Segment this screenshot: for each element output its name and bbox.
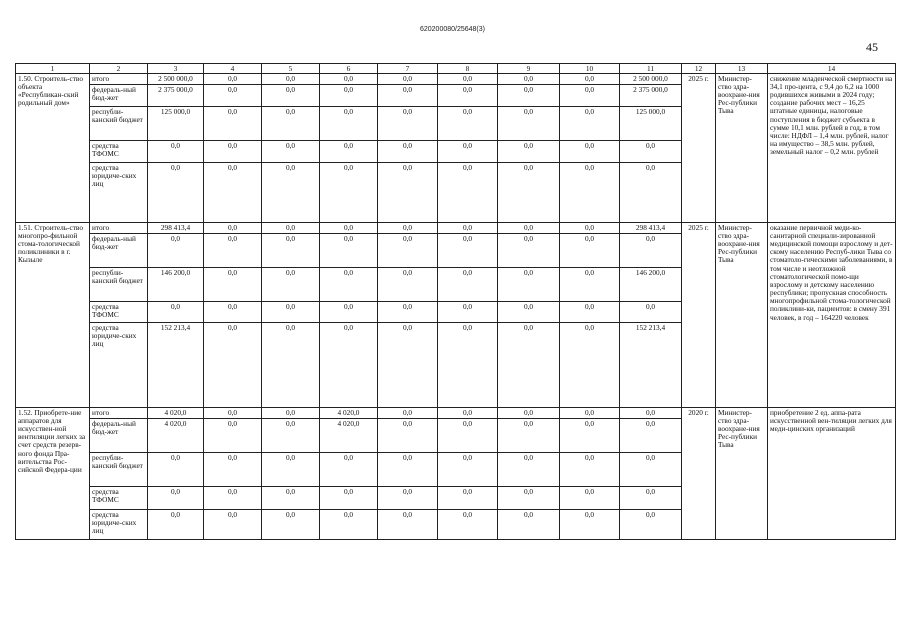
amount-cell: 0,0 — [438, 85, 498, 107]
amount-cell: 298 413,4 — [620, 223, 682, 234]
amount-cell: 0,0 — [560, 223, 620, 234]
document-id: 620200080/25648(3) — [419, 26, 485, 33]
amount-cell: 0,0 — [378, 323, 438, 408]
amount-cell: 146 200,0 — [148, 268, 204, 302]
amount-cell: 0,0 — [438, 141, 498, 163]
amount-cell: 298 413,4 — [148, 223, 204, 234]
amount-cell: 0,0 — [204, 408, 262, 419]
column-number: 10 — [560, 64, 620, 74]
amount-cell: 0,0 — [148, 141, 204, 163]
amount-cell: 0,0 — [498, 453, 560, 487]
amount-cell: 0,0 — [498, 163, 560, 223]
amount-cell: 0,0 — [148, 302, 204, 323]
column-number: 9 — [498, 64, 560, 74]
amount-cell: 0,0 — [560, 302, 620, 323]
amount-cell: 0,0 — [560, 419, 620, 453]
column-number: 7 — [378, 64, 438, 74]
amount-cell: 0,0 — [378, 107, 438, 141]
amount-cell: 0,0 — [378, 74, 438, 85]
amount-cell: 0,0 — [438, 223, 498, 234]
implementation-year: 2025 г. — [682, 74, 716, 223]
amount-cell: 0,0 — [378, 453, 438, 487]
amount-cell: 2 500 000,0 — [148, 74, 204, 85]
amount-cell: 0,0 — [204, 141, 262, 163]
funding-source: средства юридиче-ских лиц — [90, 510, 148, 540]
amount-cell: 0,0 — [320, 487, 378, 510]
amount-cell: 0,0 — [320, 323, 378, 408]
column-number: 5 — [262, 64, 320, 74]
amount-cell: 0,0 — [320, 453, 378, 487]
column-number: 14 — [768, 64, 896, 74]
amount-cell: 0,0 — [438, 510, 498, 540]
amount-cell: 0,0 — [620, 163, 682, 223]
amount-cell: 0,0 — [148, 487, 204, 510]
amount-cell: 0,0 — [148, 510, 204, 540]
amount-cell: 0,0 — [438, 107, 498, 141]
amount-cell: 0,0 — [378, 234, 438, 268]
funding-source: федераль-ный бюд-жет — [90, 419, 148, 453]
amount-cell: 0,0 — [148, 234, 204, 268]
column-number: 8 — [438, 64, 498, 74]
amount-cell: 0,0 — [262, 141, 320, 163]
funding-source: средства ТФОМС — [90, 487, 148, 510]
amount-cell: 0,0 — [204, 163, 262, 223]
amount-cell: 0,0 — [560, 163, 620, 223]
amount-cell: 0,0 — [262, 85, 320, 107]
amount-cell: 0,0 — [262, 163, 320, 223]
amount-cell: 0,0 — [378, 408, 438, 419]
amount-cell: 0,0 — [498, 323, 560, 408]
amount-cell: 125 000,0 — [148, 107, 204, 141]
amount-cell: 2 375 000,0 — [148, 85, 204, 107]
amount-cell: 0,0 — [262, 234, 320, 268]
amount-cell: 4 020,0 — [320, 408, 378, 419]
amount-cell: 0,0 — [320, 74, 378, 85]
funding-source: итого — [90, 74, 148, 85]
implementation-year: 2025 г. — [682, 223, 716, 408]
amount-cell: 0,0 — [262, 107, 320, 141]
amount-cell: 0,0 — [262, 74, 320, 85]
amount-cell: 0,0 — [262, 419, 320, 453]
amount-cell: 0,0 — [378, 419, 438, 453]
expected-result: снижение младенческой смертности на 34,1 про-цента, с 9,4 до 6,2 на 1000 родившихся живыми в 2024 году; создание рабочих мест – 16,25 штатные единицы, налоговые поступления в бюджет субъекта в сумме 10,1 млн. рублей в год, в том числе: НДФЛ – 1,4 млн. рублей, налог на имущество – 38,5 млн. рублей, земельный налог – 0,2 млн. рублей — [768, 74, 896, 223]
amount-cell: 0,0 — [320, 163, 378, 223]
table-row — [16, 408, 896, 419]
amount-cell: 2 500 000,0 — [620, 74, 682, 85]
amount-cell: 0,0 — [498, 487, 560, 510]
amount-cell: 0,0 — [498, 268, 560, 302]
table-row — [16, 223, 896, 234]
amount-cell: 0,0 — [498, 141, 560, 163]
amount-cell: 152 213,4 — [620, 323, 682, 408]
amount-cell: 4 020,0 — [148, 419, 204, 453]
project-name: 1.51. Строитель-ство многопро-фильной стома-тологической поликлиники в г. Кызыле — [16, 223, 90, 408]
amount-cell: 0,0 — [204, 419, 262, 453]
amount-cell: 0,0 — [378, 510, 438, 540]
amount-cell: 0,0 — [438, 163, 498, 223]
table-body — [16, 64, 896, 540]
project-name: 1.52. Приобрете-ние аппаратов для искусствен-ной вентиляции легких за счет средств резерв-ного фонда Пра-вительства Рос-сийской Федера-ции — [16, 408, 90, 540]
responsible-executor: Министер-ство здра-воохране-ния Рес-публики Тыва — [716, 408, 768, 540]
amount-cell: 0,0 — [498, 74, 560, 85]
responsible-executor: Министер-ство здра-воохране-ния Рес-публики Тыва — [716, 74, 768, 223]
column-number: 1 — [16, 64, 90, 74]
amount-cell: 0,0 — [560, 268, 620, 302]
amount-cell: 0,0 — [378, 141, 438, 163]
amount-cell: 0,0 — [378, 163, 438, 223]
column-number-row — [16, 64, 896, 74]
funding-source: республи-канский бюджет — [90, 107, 148, 141]
amount-cell: 0,0 — [262, 268, 320, 302]
funding-source: средства юридиче-ских лиц — [90, 163, 148, 223]
amount-cell: 0,0 — [148, 453, 204, 487]
amount-cell: 0,0 — [620, 408, 682, 419]
expected-result: приобретение 2 ед. аппа-рата искусственной вен-тиляции легких для меди-цинских организаций — [768, 408, 896, 540]
amount-cell: 0,0 — [498, 85, 560, 107]
column-number: 4 — [204, 64, 262, 74]
amount-cell: 0,0 — [438, 323, 498, 408]
amount-cell: 0,0 — [204, 323, 262, 408]
amount-cell: 0,0 — [262, 302, 320, 323]
amount-cell: 0,0 — [204, 223, 262, 234]
column-number: 12 — [682, 64, 716, 74]
amount-cell: 0,0 — [320, 107, 378, 141]
amount-cell: 0,0 — [498, 107, 560, 141]
funding-source: республи-канский бюджет — [90, 453, 148, 487]
column-number: 11 — [620, 64, 682, 74]
amount-cell: 0,0 — [262, 223, 320, 234]
amount-cell: 0,0 — [262, 408, 320, 419]
amount-cell: 0,0 — [620, 510, 682, 540]
amount-cell: 0,0 — [378, 487, 438, 510]
page-number: 45 — [866, 40, 878, 54]
amount-cell: 0,0 — [378, 268, 438, 302]
amount-cell: 0,0 — [498, 510, 560, 540]
amount-cell: 0,0 — [620, 141, 682, 163]
amount-cell: 0,0 — [262, 510, 320, 540]
funding-source: республи-канский бюджет — [90, 268, 148, 302]
amount-cell: 0,0 — [204, 74, 262, 85]
amount-cell: 0,0 — [204, 107, 262, 141]
amount-cell: 0,0 — [378, 85, 438, 107]
amount-cell: 0,0 — [620, 453, 682, 487]
amount-cell: 0,0 — [438, 419, 498, 453]
amount-cell: 0,0 — [262, 453, 320, 487]
amount-cell: 0,0 — [204, 234, 262, 268]
amount-cell: 0,0 — [320, 510, 378, 540]
amount-cell: 0,0 — [262, 487, 320, 510]
amount-cell: 0,0 — [560, 107, 620, 141]
amount-cell: 0,0 — [498, 223, 560, 234]
amount-cell: 0,0 — [438, 268, 498, 302]
amount-cell: 0,0 — [498, 302, 560, 323]
amount-cell: 4 020,0 — [320, 419, 378, 453]
column-number: 13 — [716, 64, 768, 74]
amount-cell: 0,0 — [560, 510, 620, 540]
amount-cell: 0,0 — [498, 419, 560, 453]
amount-cell: 0,0 — [438, 487, 498, 510]
funding-source: итого — [90, 408, 148, 419]
amount-cell: 0,0 — [320, 302, 378, 323]
amount-cell: 0,0 — [560, 141, 620, 163]
amount-cell: 0,0 — [438, 74, 498, 85]
amount-cell: 125 000,0 — [620, 107, 682, 141]
amount-cell: 0,0 — [498, 408, 560, 419]
funding-source: средства ТФОМС — [90, 302, 148, 323]
amount-cell: 0,0 — [560, 323, 620, 408]
amount-cell: 0,0 — [148, 163, 204, 223]
amount-cell: 0,0 — [204, 510, 262, 540]
amount-cell: 0,0 — [438, 408, 498, 419]
funding-source: итого — [90, 223, 148, 234]
column-number: 6 — [320, 64, 378, 74]
amount-cell: 0,0 — [378, 223, 438, 234]
amount-cell: 0,0 — [320, 268, 378, 302]
amount-cell: 0,0 — [204, 453, 262, 487]
amount-cell: 0,0 — [560, 74, 620, 85]
amount-cell: 0,0 — [498, 234, 560, 268]
financing-table — [15, 63, 896, 540]
amount-cell: 0,0 — [320, 223, 378, 234]
amount-cell: 2 375 000,0 — [620, 85, 682, 107]
amount-cell: 0,0 — [438, 302, 498, 323]
amount-cell: 0,0 — [320, 85, 378, 107]
amount-cell: 0,0 — [204, 487, 262, 510]
amount-cell: 0,0 — [560, 453, 620, 487]
amount-cell: 0,0 — [204, 268, 262, 302]
funding-source: федераль-ный бюд-жет — [90, 234, 148, 268]
project-name: 1.50. Строитель-ство объекта «Республикан-ский родильный дом» — [16, 74, 90, 223]
amount-cell: 0,0 — [620, 419, 682, 453]
amount-cell: 0,0 — [204, 85, 262, 107]
amount-cell: 0,0 — [620, 234, 682, 268]
funding-source: средства юридиче-ских лиц — [90, 323, 148, 408]
amount-cell: 0,0 — [438, 453, 498, 487]
table-row — [16, 74, 896, 85]
amount-cell: 152 213,4 — [148, 323, 204, 408]
amount-cell: 0,0 — [560, 85, 620, 107]
column-number: 2 — [90, 64, 148, 74]
amount-cell: 0,0 — [204, 302, 262, 323]
funding-source: средства ТФОМС — [90, 141, 148, 163]
amount-cell: 0,0 — [262, 323, 320, 408]
amount-cell: 0,0 — [620, 487, 682, 510]
funding-source: федераль-ный бюд-жет — [90, 85, 148, 107]
amount-cell: 146 200,0 — [620, 268, 682, 302]
amount-cell: 0,0 — [620, 302, 682, 323]
implementation-year: 2020 г. — [682, 408, 716, 540]
responsible-executor: Министер-ство здра-воохране-ния Рес-публики Тыва — [716, 223, 768, 408]
amount-cell: 0,0 — [438, 234, 498, 268]
column-number: 3 — [148, 64, 204, 74]
amount-cell: 0,0 — [320, 234, 378, 268]
amount-cell: 0,0 — [320, 141, 378, 163]
amount-cell: 0,0 — [560, 234, 620, 268]
amount-cell: 0,0 — [560, 487, 620, 510]
amount-cell: 4 020,0 — [148, 408, 204, 419]
expected-result: оказание первичной меди-ко-санитарной специали-зированной медицинской помощи взрослому и дет-скому населению Респуб-лики Тыва со стоматоло-гическими заболеваниями, в том числе и неотложной стоматологической помо-щи взрослому и детскому населению республики; пропускная способность многопрофильной стома-тологической поликлини-ки, пациентов: в смену 391 человек, в год – 164220 человек — [768, 223, 896, 408]
amount-cell: 0,0 — [378, 302, 438, 323]
amount-cell: 0,0 — [560, 408, 620, 419]
